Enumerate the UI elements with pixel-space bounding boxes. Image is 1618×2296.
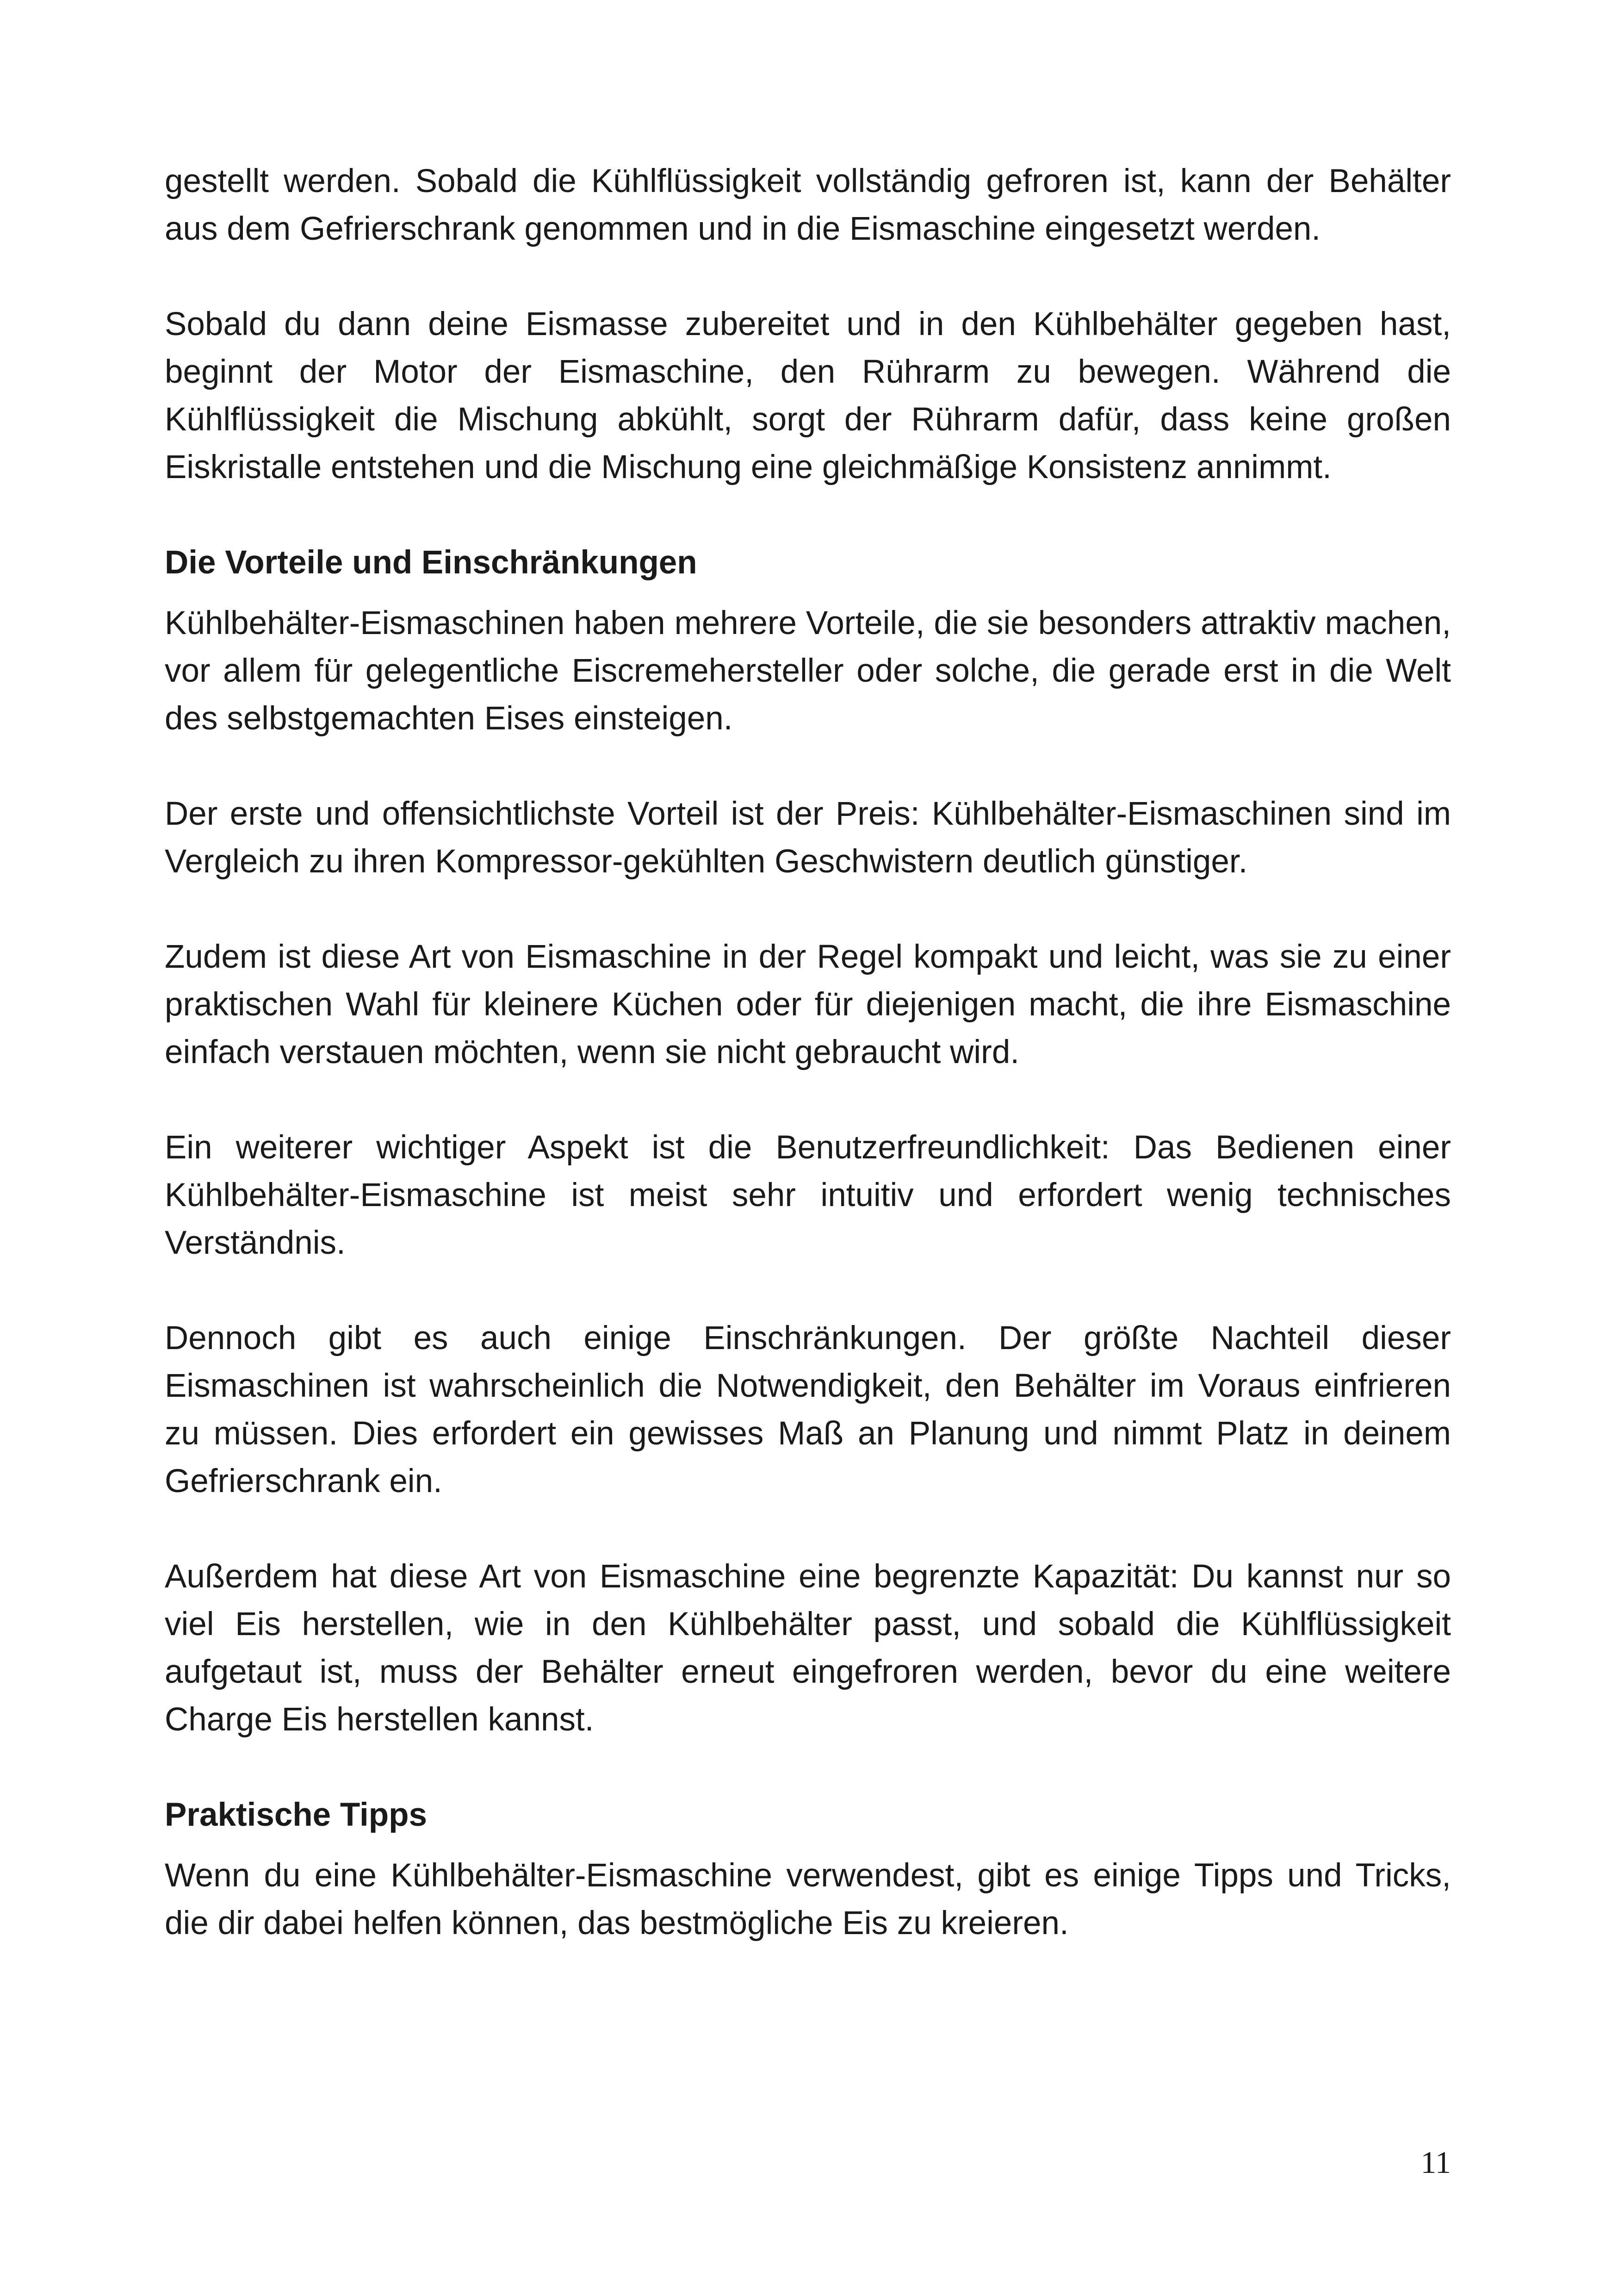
section-heading-tipps: Praktische Tipps bbox=[165, 1797, 427, 1833]
paragraph: Wenn du eine Kühlbehälter-Eismaschine verwendest, gibt es einige Tipps und Tricks, die dir dabei helfen können, das bestmögliche Eis zu kreieren. bbox=[165, 1857, 1451, 1941]
paragraph: Der erste und offensichtlichste Vorteil ist der Preis: Kühlbehälter-Eismaschinen sind im Vergleich zu ihren Kompressor-gekühlten Geschwistern deutlich günstiger. bbox=[165, 796, 1451, 880]
document-page bbox=[165, 157, 1451, 1947]
paragraph: Zudem ist diese Art von Eismaschine in der Regel kompakt und leicht, was sie zu einer praktischen Wahl für kleinere Küchen oder für diejenigen macht, die ihre Eismaschine einfach verstauen möchten, wenn sie nicht gebraucht wird. bbox=[165, 939, 1451, 1070]
paragraph: gestellt werden. Sobald die Kühlflüssigkeit vollständig gefroren ist, kann der Behälter aus dem Gefrierschrank genommen und in die Eismaschine eingesetzt werden. bbox=[165, 163, 1451, 247]
paragraph: Dennoch gibt es auch einige Einschränkungen. Der größte Nachteil dieser Eismaschinen ist wahrscheinlich die Notwendigkeit, den Behälter im Voraus einfrieren zu müssen. Dies erfordert ein gewisses Maß an Planung und nimmt Platz in deinem Gefrierschrank ein. bbox=[165, 1320, 1451, 1500]
paragraph: Außerdem hat diese Art von Eismaschine eine begrenzte Kapazität: Du kannst nur so viel Eis herstellen, wie in den Kühlbehälter passt, und sobald die Kühlflüssigkeit aufgetaut ist, muss der Behälter erneut eingefroren werden, bevor du eine weitere Charge Eis herstellen kannst. bbox=[165, 1558, 1451, 1738]
page-number: 11 bbox=[1420, 2145, 1451, 2180]
paragraph: Kühlbehälter-Eismaschinen haben mehrere Vorteile, die sie besonders attraktiv machen, vor allem für gelegentliche Eiscremehersteller oder solche, die gerade erst in die Welt des selbstgemachten Eises einsteigen. bbox=[165, 605, 1451, 737]
paragraph: Ein weiterer wichtiger Aspekt ist die Benutzerfreundlichkeit: Das Bedienen einer Kühlbehälter-Eismaschine ist meist sehr intuitiv und erfordert wenig technisches Verständnis. bbox=[165, 1129, 1451, 1261]
section-heading-vorteile: Die Vorteile und Einschränkungen bbox=[165, 544, 697, 581]
paragraph: Sobald du dann deine Eismasse zubereitet und in den Kühlbehälter gegeben hast, beginnt der Motor der Eismaschine, den Rührarm zu bewegen. Während die Kühlflüssigkeit die Mischung abkühlt, sorgt der Rührarm dafür, dass keine großen Eiskristalle entstehen und die Mischung eine gleichmäßige Konsistenz annimmt. bbox=[165, 306, 1451, 485]
